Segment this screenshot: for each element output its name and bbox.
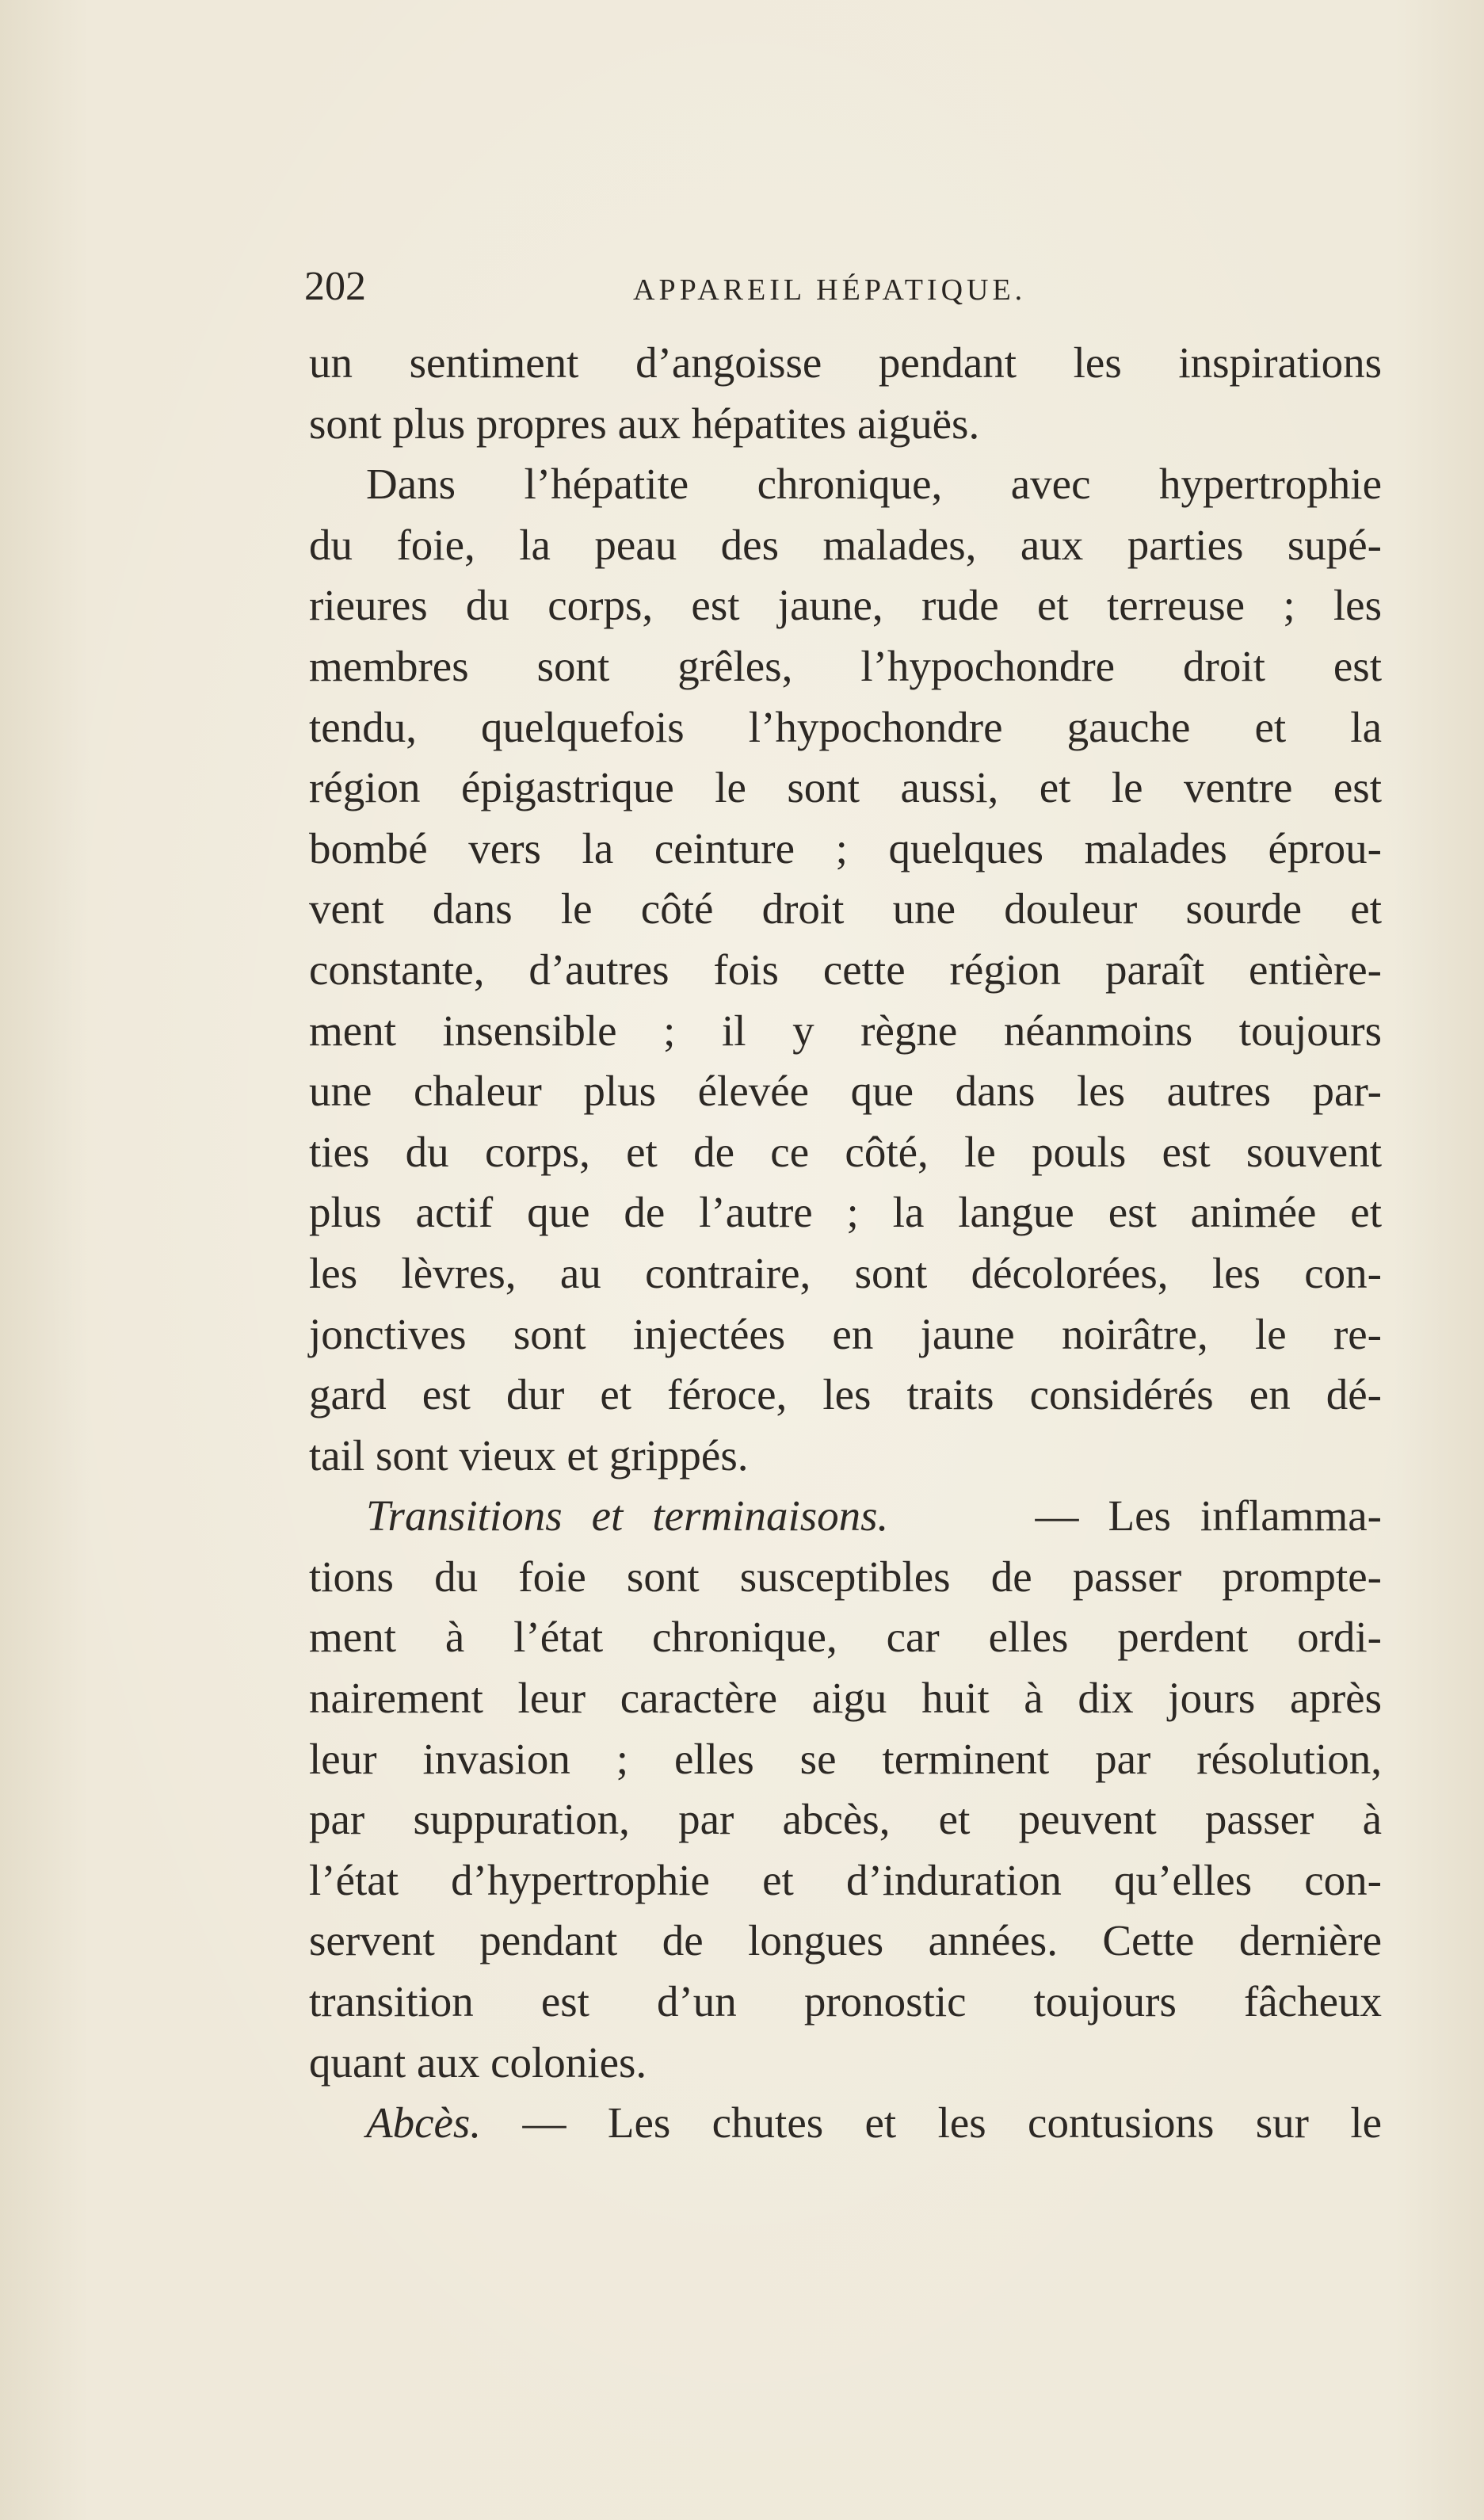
page-number: 202 [304,264,366,309]
text-line: tendu, quelquefois l’hypochondre gauche et la [309,702,1382,751]
text-line: transition est d’un pronostic toujours fâcheux [309,1977,1382,2026]
paragraph-start-line: Dans l’hépatite chronique, avec hypertrophie [366,460,1382,509]
section-heading-abces: Abcès. [366,2098,482,2148]
section-heading-transitions: Transitions et terminaisons. [366,1491,889,1541]
text-line: tail sont vieux et grippés. [309,1430,749,1480]
text-line: rieures du corps, est jaune, rude et terreuse ; les [309,581,1382,630]
text-line: membres sont grêles, l’hypochondre droit est [309,641,1382,690]
text-line: vent dans le côté droit une douleur sourde et [309,884,1382,934]
text-line: ment insensible ; il y règne néanmoins toujours [309,1006,1382,1055]
text-line: sont plus propres aux hépatites aiguës. [309,399,980,448]
text-line: ment à l’état chronique, car elles perdent ordi- [309,1613,1382,1662]
text-line: jonctives sont injectées en jaune noirâtre, le re- [309,1309,1382,1358]
body-text [309,333,1382,2154]
text-line: tions du foie sont susceptibles de passer prompte- [309,1552,1382,1601]
text-line: servent pendant de longues années. Cette dernière [309,1916,1382,1965]
text-line: région épigastrique le sont aussi, et le ventre est [309,763,1382,812]
text-line: gard est dur et féroce, les traits considérés en dé- [309,1370,1382,1419]
text-fragment: — Les chutes et les contusions sur le [522,2098,1383,2148]
text-line: plus actif que de l’autre ; la langue est animée et [309,1188,1382,1237]
text-line: du foie, la peau des malades, aux parties supé- [309,520,1382,569]
text-line: l’état d’hypertrophie et d’induration qu’elles con- [309,1855,1382,1904]
running-head [304,255,1398,319]
text-line: quant aux colonies. [309,2037,647,2087]
text-line: nairement leur caractère aigu huit à dix jours après [309,1674,1382,1723]
paragraph-start-line [309,1486,1382,1547]
text-fragment: — Les inflamma- [1035,1491,1383,1541]
text-line: ties du corps, et de ce côté, le pouls est souvent [309,1127,1382,1176]
text-line: un sentiment d’angoisse pendant les inspirations [309,338,1382,387]
text-line: une chaleur plus élevée que dans les autres par- [309,1067,1382,1116]
text-line: les lèvres, au contraire, sont décolorées, les con- [309,1248,1382,1297]
text-line: leur invasion ; elles se terminent par résolution, [309,1734,1382,1783]
text-line: constante, d’autres fois cette région paraît entière- [309,945,1382,994]
running-title: APPAREIL HÉPATIQUE. [633,273,1027,307]
text-line: par suppuration, par abcès, et peuvent passer à [309,1795,1382,1844]
text-line: bombé vers la ceinture ; quelques malades éprou- [309,823,1382,872]
paragraph-start-line [309,2093,1382,2154]
